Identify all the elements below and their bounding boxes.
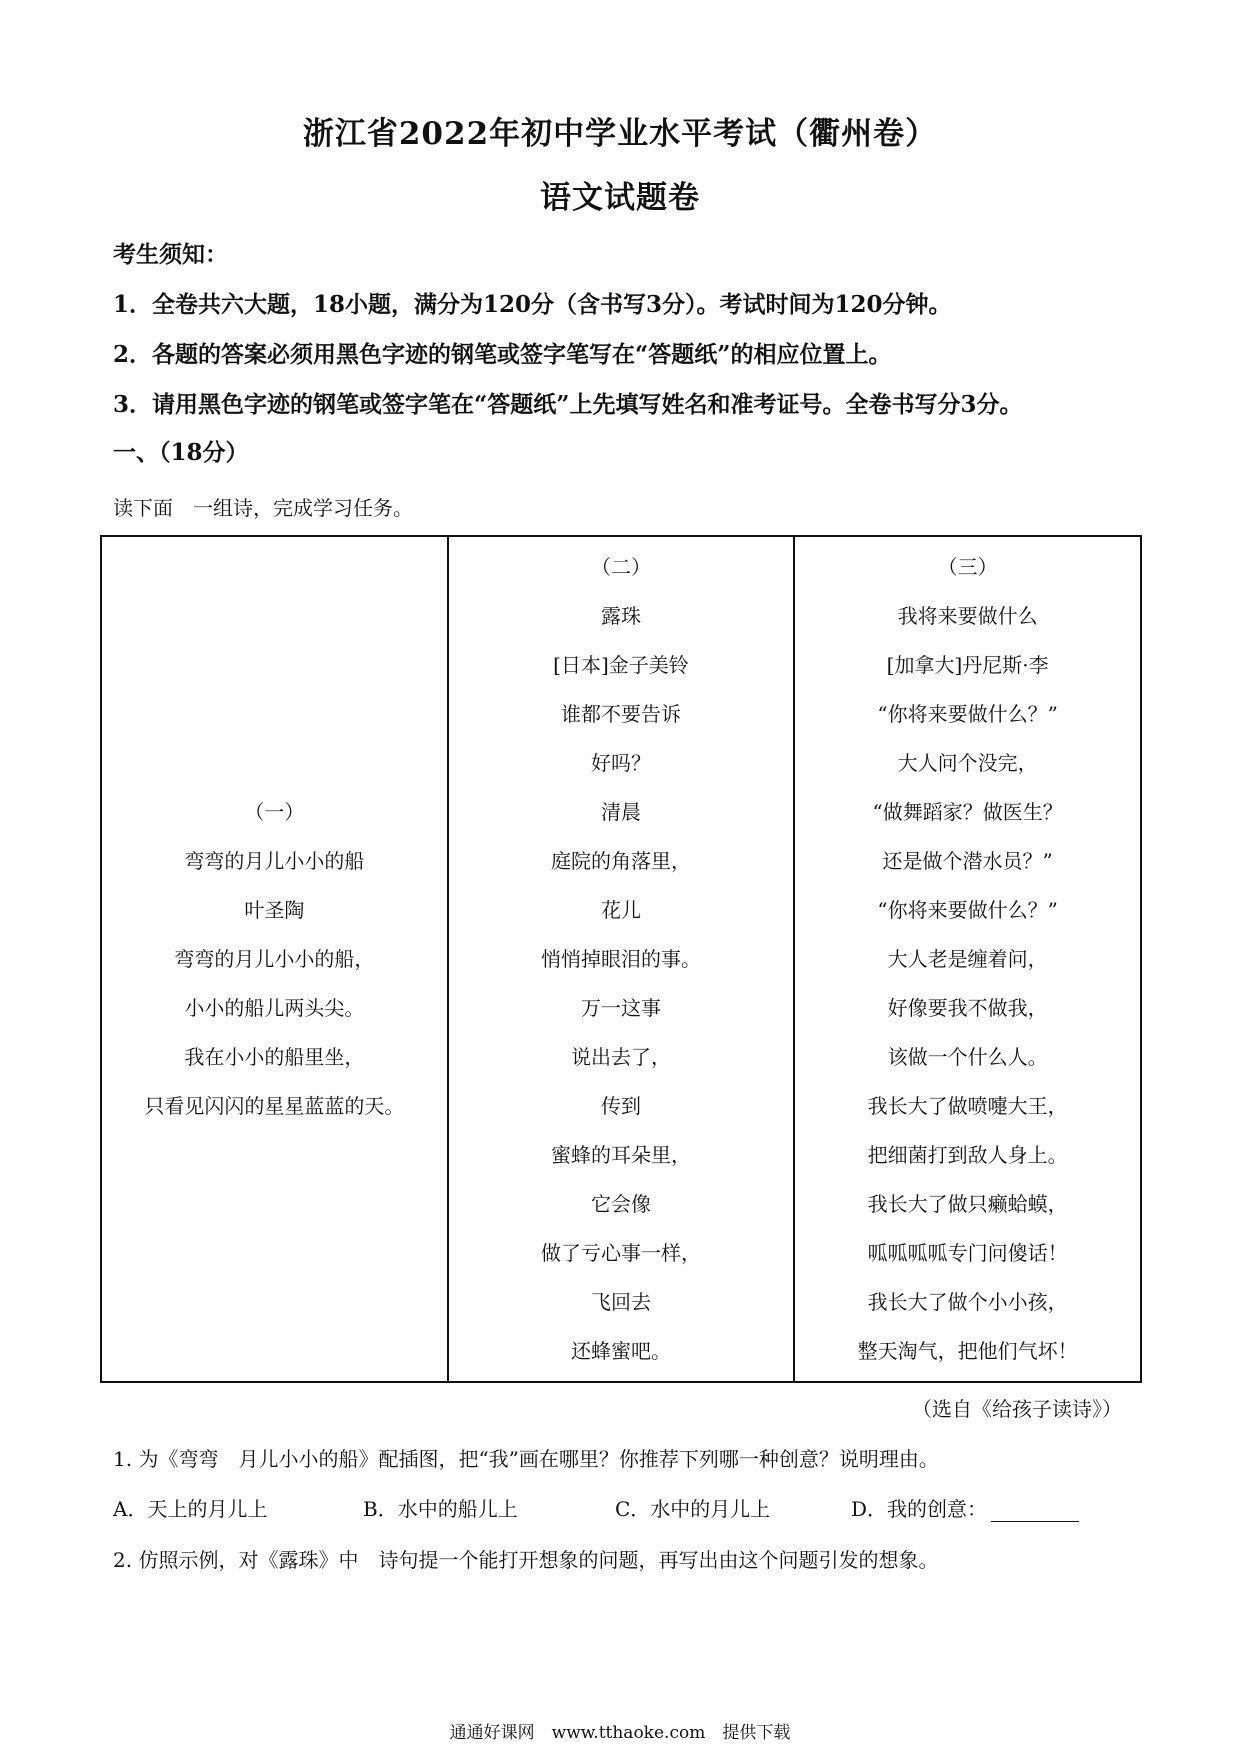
poem-2-line: 传到 — [600, 1093, 641, 1118]
page-footer: 通通好课网 www.tthaoke.com 提供下载 — [449, 1723, 791, 1743]
notice-item-3: 3．请用黑色字迹的钢笔或签字笔在“答题纸”上先填写姓名和准考证号。全卷书写分3分。 — [113, 391, 1023, 418]
option-a: A．天上的月儿上 — [113, 1497, 268, 1521]
poem-3-line: 我将来要做什么 — [897, 603, 1038, 628]
notice-item-1: 1．全卷共六大题，18小题，满分为120分（含书写3分）。考试时间为120分钟。 — [113, 291, 952, 318]
poem-2-line: 好吗？ — [590, 750, 651, 775]
poem-column-3 — [794, 536, 1141, 1382]
poem-2-line: [日本]金子美铃 — [553, 652, 689, 677]
poem-2-line: 说出去了， — [570, 1044, 671, 1069]
poem-2-line: （二） — [590, 554, 651, 579]
poem-3-line: “你将来要做什么？” — [877, 897, 1058, 922]
poem-1-line: 叶圣陶 — [244, 897, 305, 922]
poem-3-line: 我长大了做喷嚏大王， — [867, 1093, 1068, 1118]
poem-3-line: “做舞蹈家？做医生？ — [872, 799, 1063, 824]
poem-3-line: 好像要我不做我， — [887, 995, 1048, 1020]
poem-2-line: 蜜蜂的耳朵里， — [550, 1142, 691, 1167]
poem-3-line: 大人问个没完， — [897, 750, 1038, 775]
poem-2-line: 庭院的角落里， — [550, 848, 691, 873]
poem-3-line: “你将来要做什么？” — [877, 701, 1058, 726]
option-c: C．水中的月儿上 — [615, 1497, 771, 1521]
question-1: 1. 为《弯弯 月儿小小的船》配插图，把“我”画在哪里？你推荐下列哪一种创意？说明理由。 — [113, 1447, 939, 1471]
option-b: B．水中的船儿上 — [363, 1497, 518, 1521]
poem-column-1 — [101, 536, 448, 1382]
poem-3-line: （三） — [937, 554, 998, 579]
poem-1-line: 我在小小的船里坐， — [184, 1044, 365, 1069]
exam-title: 浙江省2022年初中学业水平考试（衢州卷） — [302, 116, 938, 152]
poem-2-line: 还蜂蜜吧。 — [570, 1338, 671, 1363]
poem-2-line: 做了亏心事一样， — [540, 1240, 701, 1265]
section-heading: 一、（18分） — [113, 439, 249, 466]
answer-blank — [991, 1501, 1079, 1522]
poem-1-line: 弯弯的月儿小小的船， — [174, 946, 375, 971]
exam-subtitle: 语文试题卷 — [540, 180, 700, 216]
poem-table — [100, 535, 1142, 1383]
poem-3-line: [加拿大]丹尼斯·李 — [886, 652, 1049, 677]
poem-3-line: 还是做个潜水员？” — [882, 848, 1053, 873]
poem-1-line: 弯弯的月儿小小的船 — [184, 848, 365, 873]
option-d-label: D．我的创意： — [851, 1497, 988, 1521]
poem-3-line: 把细菌打到敌人身上。 — [867, 1142, 1068, 1167]
poem-2-line: 它会像 — [590, 1191, 651, 1216]
poem-3-line: 整天淘气，把他们气坏！ — [857, 1338, 1078, 1363]
poem-2-line: 清晨 — [600, 799, 641, 824]
poem-3-line: 大人老是缠着问， — [887, 946, 1048, 971]
poem-3-line: 呱呱呱呱专门问傻话！ — [867, 1240, 1068, 1265]
poem-2-line: 谁都不要告诉 — [560, 701, 681, 726]
source-note: （选自《给孩子读诗》） — [912, 1397, 1122, 1421]
poem-3-line: 我长大了做只癞蛤蟆， — [867, 1191, 1068, 1216]
poem-column-2 — [448, 536, 795, 1382]
poem-2-line: 万一这事 — [580, 995, 661, 1020]
question-2: 2. 仿照示例，对《露珠》中 诗句提一个能打开想象的问题，再写出由这个问题引发的想象。 — [113, 1548, 939, 1572]
poem-1-line: 只看见闪闪的星星蓝蓝的天。 — [144, 1093, 405, 1118]
notice-heading: 考生须知： — [113, 241, 228, 268]
poem-3-line: 我长大了做个小小孩， — [867, 1289, 1068, 1314]
poem-1-line: （一） — [244, 799, 305, 824]
poem-2-line: 悄悄掉眼泪的事。 — [540, 946, 701, 971]
section-instruction: 读下面 一组诗，完成学习任务。 — [113, 496, 413, 520]
notice-item-2: 2．各题的答案必须用黑色字迹的钢笔或签字笔写在“答题纸”的相应位置上。 — [113, 341, 892, 368]
poem-3-line: 该做一个什么人。 — [887, 1044, 1048, 1069]
poem-2-line: 飞回去 — [590, 1289, 651, 1314]
poem-2-line: 花儿 — [600, 897, 641, 922]
option-d — [851, 1493, 1079, 1522]
poem-2-line: 露珠 — [600, 603, 641, 628]
poem-1-line: 小小的船儿两头尖。 — [184, 995, 365, 1020]
